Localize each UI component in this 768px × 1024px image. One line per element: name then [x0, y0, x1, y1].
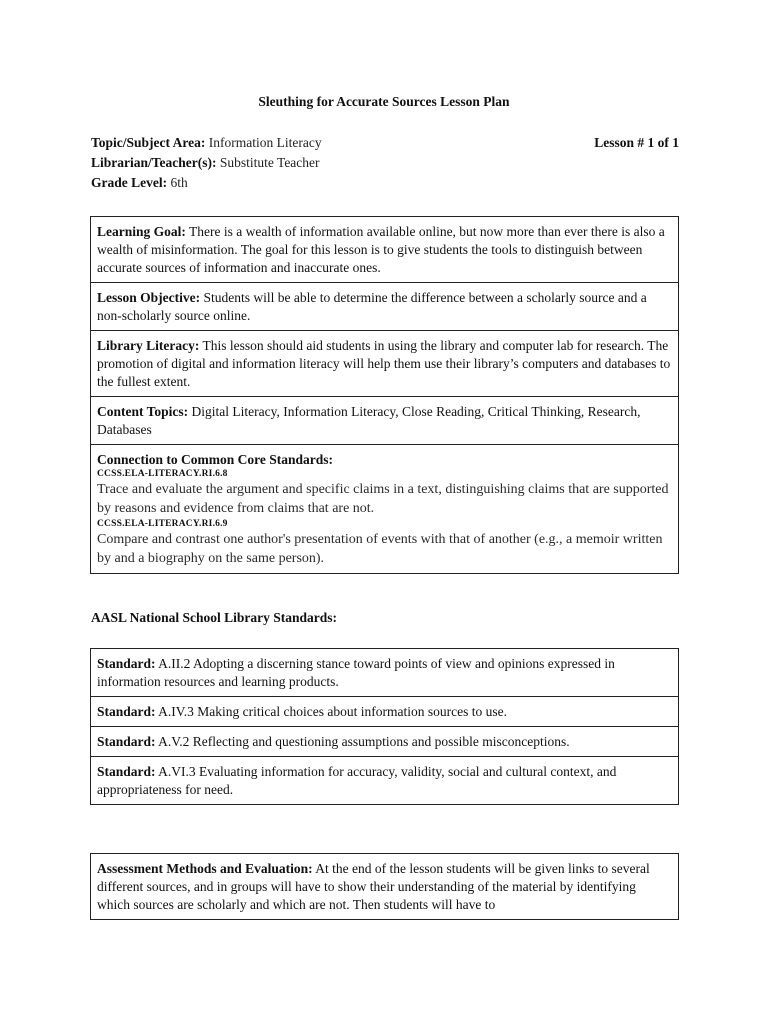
common-core-label: Connection to Common Core Standards: [97, 452, 334, 467]
learning-goal-text: There is a wealth of information available online, but now more than ever there is also a wealth of misinformation. The goal for this lesson is to give students the tools to distinguish between accurate sources of information and inaccurate ones. [97, 224, 665, 275]
assessment-cell [91, 854, 678, 919]
grade-value: 6th [170, 175, 188, 190]
assessment-label: Assessment Methods and Evaluation: [97, 861, 313, 876]
lesson-objective-cell [91, 282, 678, 330]
content-topics-text: Digital Literacy, Information Literacy, Close Reading, Critical Thinking, Research, Databases [97, 404, 641, 437]
aasl-standard-row [91, 756, 678, 804]
common-core-cell [91, 444, 678, 573]
content-topics-cell [91, 396, 678, 444]
learning-goal-label: Learning Goal: [97, 224, 186, 239]
lesson-objective-label: Lesson Objective: [97, 290, 201, 305]
aasl-heading: AASL National School Library Standards: [91, 610, 338, 625]
lesson-objective-text: Students will be able to determine the difference between a scholarly source and a non-scholarly source online. [97, 290, 647, 323]
topic-row [91, 133, 681, 153]
library-literacy-cell [91, 330, 678, 396]
standard-label: Standard: [97, 656, 156, 671]
standard-code: CCSS.ELA-LITERACY.RI.6.9 [97, 519, 228, 529]
standard-text: A.IV.3 Making critical choices about information sources to use. [158, 704, 507, 719]
teacher-row [91, 153, 681, 173]
aasl-standard-row [91, 696, 678, 726]
aasl-standard-row [91, 726, 678, 756]
standard-text: Trace and evaluate the argument and specific claims in a text, distinguishing claims that are supported by reasons and evidence from claims that are not. [97, 482, 669, 516]
assessment-text: At the end of the lesson students will be given links to several different sources, and in groups will have to show their understanding of the material by identifying which sources are scholarly and which are not. Then students will have to [97, 861, 650, 912]
topic-value: Information Literacy [208, 135, 322, 150]
standard-text: Compare and contrast one author's presentation of events with that of another (e.g., a memoir written by and a biography on the same person). [97, 532, 663, 566]
grade-label: Grade Level: [91, 175, 168, 190]
standard-label: Standard: [97, 704, 156, 719]
content-topics-label: Content Topics: [97, 404, 189, 419]
library-literacy-label: Library Literacy: [97, 338, 200, 353]
assessment-table [90, 853, 679, 920]
teacher-value: Substitute Teacher [219, 155, 320, 170]
standard-text: A.VI.3 Evaluating information for accuracy, validity, social and cultural context, and appropriateness for need. [97, 764, 617, 797]
standard-label: Standard: [97, 764, 156, 779]
grade-row [91, 173, 681, 193]
standard-text: A.V.2 Reflecting and questioning assumptions and possible misconceptions. [158, 734, 570, 749]
lesson-meta [91, 133, 681, 193]
topic-label: Topic/Subject Area: [91, 135, 206, 150]
aasl-standard-row [91, 649, 678, 696]
aasl-standards-table [90, 648, 679, 805]
standard-text: A.II.2 Adopting a discerning stance toward points of view and opinions expressed in information resources and learning products. [97, 656, 615, 689]
standard-label: Standard: [97, 734, 156, 749]
library-literacy-text: This lesson should aid students in using the library and computer lab for research. The promotion of digital and information literacy will help them use their library’s computers and databases to the fullest extent. [97, 338, 671, 389]
teacher-label: Librarian/Teacher(s): [91, 155, 217, 170]
standard-code: CCSS.ELA-LITERACY.RI.6.8 [97, 469, 228, 479]
learning-goal-cell [91, 217, 678, 282]
lesson-number: Lesson # 1 of 1 [594, 135, 679, 150]
document-title: Sleuthing for Accurate Sources Lesson Plan [258, 94, 510, 109]
lesson-plan-table [90, 216, 679, 574]
